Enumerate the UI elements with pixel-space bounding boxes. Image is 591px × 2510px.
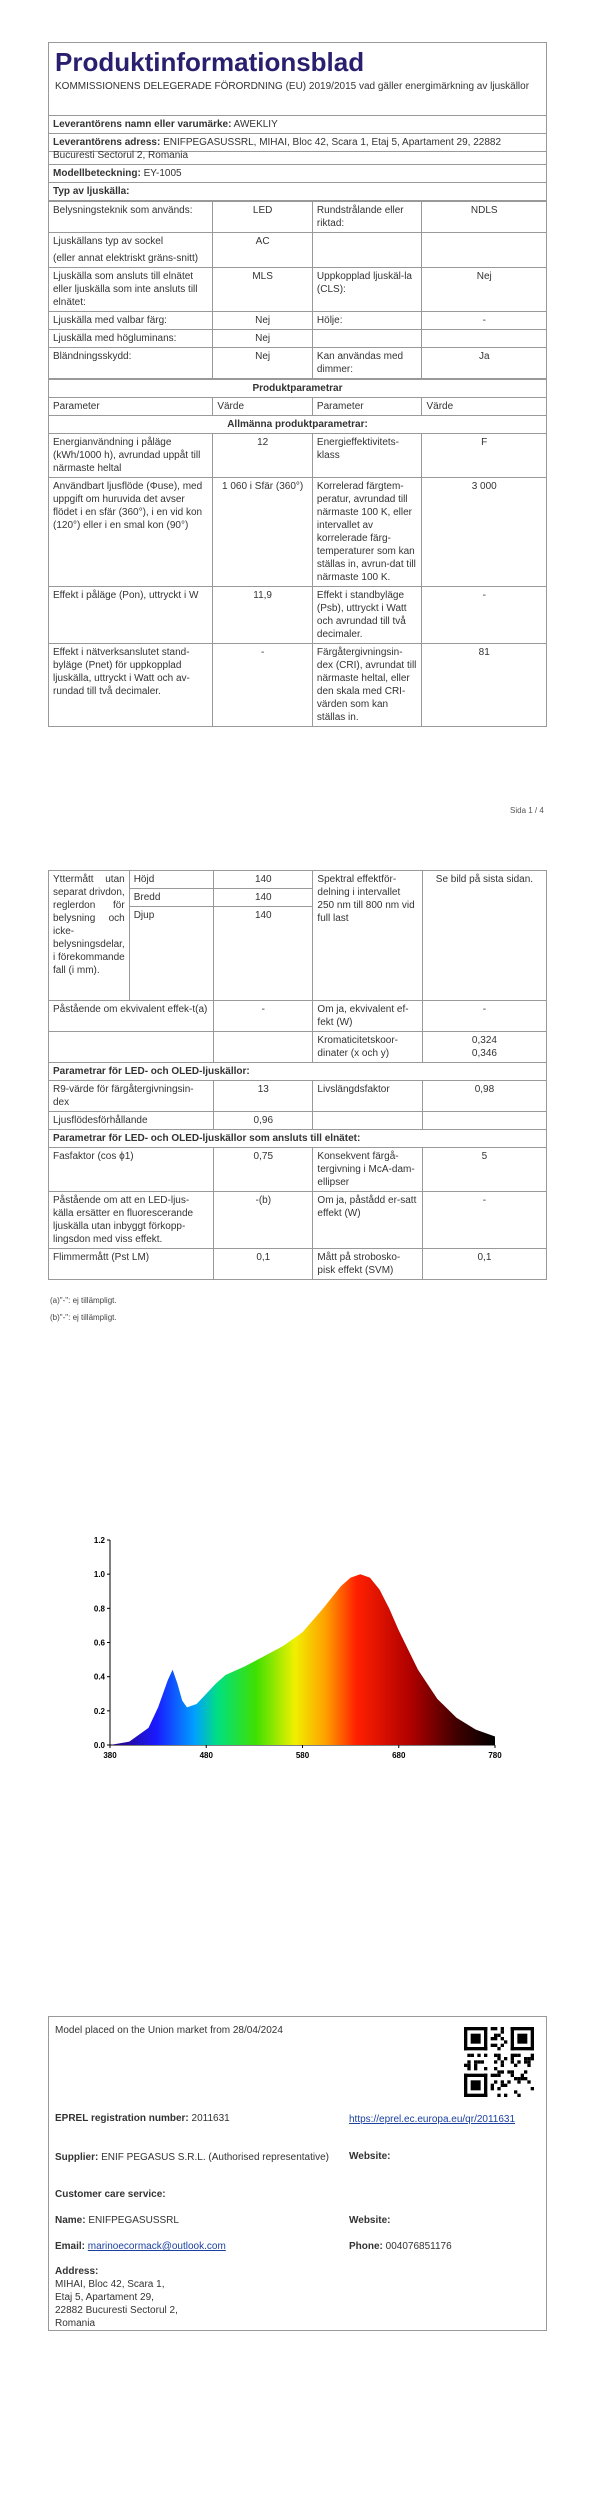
high-luminance-label: Ljuskälla med högluminans: (49, 330, 213, 348)
supplier-label: Supplier: (55, 2152, 99, 2163)
website-label-2: Website: (349, 2215, 391, 2226)
x-tick-label: 680 (392, 1751, 406, 1760)
led-params-header: Parametrar för LED- och OLED-ljuskällor: (49, 1063, 547, 1081)
survival-factor-value: 0,98 (422, 1081, 546, 1112)
address-line: Etaj 5, Apartament 29, (55, 2292, 154, 2303)
cri-label: Färgåtergivningsin-dex (CRI), avrundat till närmaste heltal, eller den skala med CRI-värden som kan ställas in. (312, 644, 422, 727)
spectrum-area (110, 1574, 495, 1745)
depth-value: 140 (214, 907, 313, 1001)
address-line: Romania (55, 2318, 96, 2329)
cls-label: Uppkopplad ljuskäl-la (CLS): (312, 268, 422, 312)
width-value: 140 (214, 889, 313, 907)
replacement-watt-value: - (422, 1192, 546, 1249)
envelope-label: Hölje: (312, 312, 422, 330)
anti-glare-value: Nej (213, 348, 313, 379)
dimensions-label: Yttermått utan separat drivdon, reglerdon för belysning och icke-belysningsdelar, i förekommande fall (i mm). (49, 871, 130, 1001)
anti-glare-label: Bländningsskydd: (49, 348, 213, 379)
energy-class-label: Energieffektivitets-klass (312, 434, 422, 478)
col-value: Värde (422, 398, 547, 416)
y-tick-label: 0.4 (93, 1672, 105, 1682)
cct-label: Korrelerad färgtem-peratur, avrundad till närmaste 100 K, eller intervallet av korrelerade färg-temperaturer som kan ställas in, avrun-dat till närmaste 100 K. (312, 478, 422, 587)
eprel-info-box (48, 2016, 547, 2331)
supplier-table (48, 115, 547, 201)
supplier-value: AWEKLIY (233, 119, 278, 130)
cap-label: Ljuskällans typ av sockel (53, 236, 164, 247)
energy-label: Energianvändning i påläge (kWh/1000 h), avrundad uppåt till närmaste heltal (49, 434, 213, 478)
macadam-label: Konsekvent färgå-tergivning i McA-dam-ellipser (313, 1148, 422, 1192)
y-tick-label: 0.8 (93, 1604, 105, 1614)
lumen-maintenance-value: 0,96 (214, 1112, 313, 1130)
depth-label: Djup (129, 907, 213, 1001)
y-tick-label: 1.2 (93, 1536, 105, 1545)
general-params-header: Allmänna produktparametrar: (49, 416, 547, 434)
customer-care-label: Customer care service: (55, 2189, 166, 2200)
footnote-a: (a)"-": ej tillämpligt. (50, 1296, 117, 1305)
energy-value: 12 (213, 434, 313, 478)
width-label: Bredd (129, 889, 213, 907)
empty-cell (313, 1112, 422, 1130)
flux-value: 1 060 i Sfär (360°) (213, 478, 313, 587)
r9-label: R9-värde för färgåtergivningsin-dex (49, 1081, 214, 1112)
survival-factor-label: Livslängdsfaktor (313, 1081, 422, 1112)
x-tick-label: 780 (488, 1751, 502, 1760)
cri-value: 81 (422, 644, 547, 727)
on-power-value: 11,9 (213, 587, 313, 644)
directional-label: Rundstrålande eller riktad: (312, 202, 422, 233)
y-tick-label: 0.2 (93, 1706, 105, 1716)
address-block (55, 2265, 178, 2330)
net-standby-value: - (213, 644, 313, 727)
x-tick-label: 380 (103, 1751, 117, 1760)
colour-tunable-value: Nej (213, 312, 313, 330)
dimensions-table (48, 870, 547, 1280)
power-factor-label: Fasfaktor (cos ϕ1) (49, 1148, 214, 1192)
model-label: Modellbeteckning: (53, 168, 141, 179)
tech-label: Belysningsteknik som används: (49, 202, 213, 233)
equivalent-watt-label: Om ja, ekvivalent ef-fekt (W) (313, 1001, 422, 1032)
footnote-b: (b)"-": ej tillämpligt. (50, 1313, 117, 1322)
equivalent-power-label: Påstående om ekvivalent effek-t(a) (49, 1001, 214, 1032)
cct-value: 3 000 (422, 478, 547, 587)
model-value: EY-1005 (143, 168, 182, 179)
page2-tables (48, 870, 547, 1280)
cls-value: Nej (422, 268, 547, 312)
cap-label-cell (49, 233, 213, 268)
empty-cell (422, 1112, 546, 1130)
supplier-value: ENIF PEGASUS S.R.L. (Authorised representative) (101, 2152, 329, 2163)
empty-cell (312, 233, 422, 268)
page1-tables (48, 115, 547, 727)
flux-label: Användbart ljusflöde (Φuse), med uppgift om huruvida det avser flödet i en sfär (360°), i en vid kon (120°) eller i en smal kon (90°) (49, 478, 213, 587)
net-standby-label: Effekt i nätverksanslutet stand-byläge (Pnet) för uppkopplad ljuskälla, uttryckt i Watt och av-rundad till två decimaler. (49, 644, 213, 727)
address-value: ENIFPEGASUSSRL, MIHAI, Bloc 42, Scara 1, Etaj 5, Apartament 29, 22882 Bucuresti Sectorul 2, Romania (53, 137, 502, 161)
power-factor-value: 0,75 (214, 1148, 313, 1192)
empty-cell (422, 233, 547, 268)
eprel-link[interactable]: https://eprel.ec.europa.eu/qr/2011631 (349, 2114, 516, 2125)
chromaticity-value (422, 1032, 546, 1063)
stroboscopic-value: 0,1 (422, 1249, 546, 1280)
tech-value: LED (213, 202, 313, 233)
replacement-watt-label: Om ja, påstådd er-satt effekt (W) (313, 1192, 422, 1249)
spectral-value: Se bild på sista sidan. (422, 871, 546, 1001)
supplier-label: Leverantörens namn eller varumärke: (53, 119, 232, 130)
address-label: Leverantörens adress: (53, 137, 161, 148)
spectral-label: Spektral effektför-delning i intervallet 250 nm till 800 nm vid full last (313, 871, 422, 1001)
address-line: MIHAI, Bloc 42, Scara 1, (55, 2279, 165, 2290)
address-label: Address: (55, 2266, 99, 2277)
phone-value: 004076851176 (385, 2241, 452, 2252)
equivalent-power-value: - (214, 1001, 313, 1032)
empty-cell (312, 330, 422, 348)
dimmable-label: Kan användas med dimmer: (312, 348, 422, 379)
equivalent-watt-value: - (422, 1001, 546, 1032)
chromaticity-y: 0,346 (471, 1048, 497, 1059)
directional-value: NDLS (422, 202, 547, 233)
mains-value: MLS (213, 268, 313, 312)
high-luminance-value: Nej (213, 330, 313, 348)
qr-code-icon[interactable] (464, 2027, 534, 2097)
flicker-label: Flimmermått (Pst LM) (49, 1249, 214, 1280)
registration-label: EPREL registration number: (55, 2113, 189, 2124)
params-header: Produktparametrar (49, 380, 547, 398)
stroboscopic-label: Mått på strobosko-pisk effekt (SVM) (313, 1249, 422, 1280)
flicker-value: 0,1 (214, 1249, 313, 1280)
type-label: Typ av ljuskälla: (49, 183, 547, 201)
colour-tunable-label: Ljuskälla med valbar färg: (49, 312, 213, 330)
address-line: 22882 Bucuresti Sectorul 2, (55, 2305, 178, 2316)
x-tick-label: 480 (199, 1751, 213, 1760)
phone-label: Phone: (349, 2241, 383, 2252)
mains-led-params-header: Parametrar för LED- och OLED-ljuskällor som ansluts till elnätet: (49, 1130, 547, 1148)
regulation-subtitle: KOMMISSIONENS DELEGERADE FÖRORDNING (EU) 2019/2015 vad gäller energimärkning av ljuskällor (55, 81, 530, 92)
page-title: Produktinformationsblad (55, 47, 365, 77)
email-link[interactable]: marinoecormack@outlook.com (87, 2241, 226, 2252)
col-parameter: Parameter (49, 398, 213, 416)
r9-value: 13 (214, 1081, 313, 1112)
cap-label-b: (eller annat elektriskt gräns-snitt) (53, 253, 199, 264)
registration-value: 2011631 (191, 2113, 230, 2124)
mains-label: Ljuskälla som ansluts till elnätet eller ljuskälla som inte ansluts till elnätet: (49, 268, 213, 312)
page-number: Sida 1 / 4 (510, 806, 544, 815)
dimmable-value: Ja (422, 348, 547, 379)
standby-label: Effekt i standbyläge (Psb), uttryckt i Watt och avrundad till två decimaler. (312, 587, 422, 644)
cap-value: AC (213, 233, 313, 268)
x-tick-label: 580 (295, 1751, 310, 1760)
standby-value: - (422, 587, 547, 644)
lumen-maintenance-label: Ljusflödesförhållande (49, 1112, 214, 1130)
spectral-distribution-chart (80, 1530, 520, 1765)
name-value: ENIFPEGASUSSRL (88, 2215, 179, 2226)
name-label: Name: (55, 2215, 86, 2226)
light-source-type-table (48, 201, 547, 379)
envelope-value: - (422, 312, 547, 330)
col-value: Värde (213, 398, 313, 416)
height-label: Höjd (129, 871, 213, 889)
website-label: Website: (349, 2151, 391, 2162)
energy-class-value: F (422, 434, 547, 478)
empty-cell (49, 1032, 214, 1063)
market-date: Model placed on the Union market from 28/04/2024 (55, 2025, 283, 2036)
macadam-value: 5 (422, 1148, 546, 1192)
y-tick-label: 0.6 (93, 1638, 105, 1648)
product-parameters-table (48, 379, 547, 727)
on-power-label: Effekt i påläge (Pon), uttryckt i W (49, 587, 213, 644)
empty-cell (422, 330, 547, 348)
email-label: Email: (55, 2241, 86, 2252)
y-tick-label: 1.0 (93, 1570, 105, 1580)
chromaticity-label: Kromaticitetskoor-dinater (x och y) (313, 1032, 422, 1063)
chromaticity-x: 0,324 (471, 1035, 497, 1046)
y-tick-label: 0.0 (93, 1741, 105, 1750)
col-parameter: Parameter (312, 398, 422, 416)
replacement-claim-value: -(b) (214, 1192, 313, 1249)
empty-cell (214, 1032, 313, 1063)
height-value: 140 (214, 871, 313, 889)
replacement-claim-label: Påstående om att en LED-ljus-källa ersätter en fluorescerande ljuskälla utan inbyggt förkopp-lingsdon med viss effekt. (49, 1192, 214, 1249)
